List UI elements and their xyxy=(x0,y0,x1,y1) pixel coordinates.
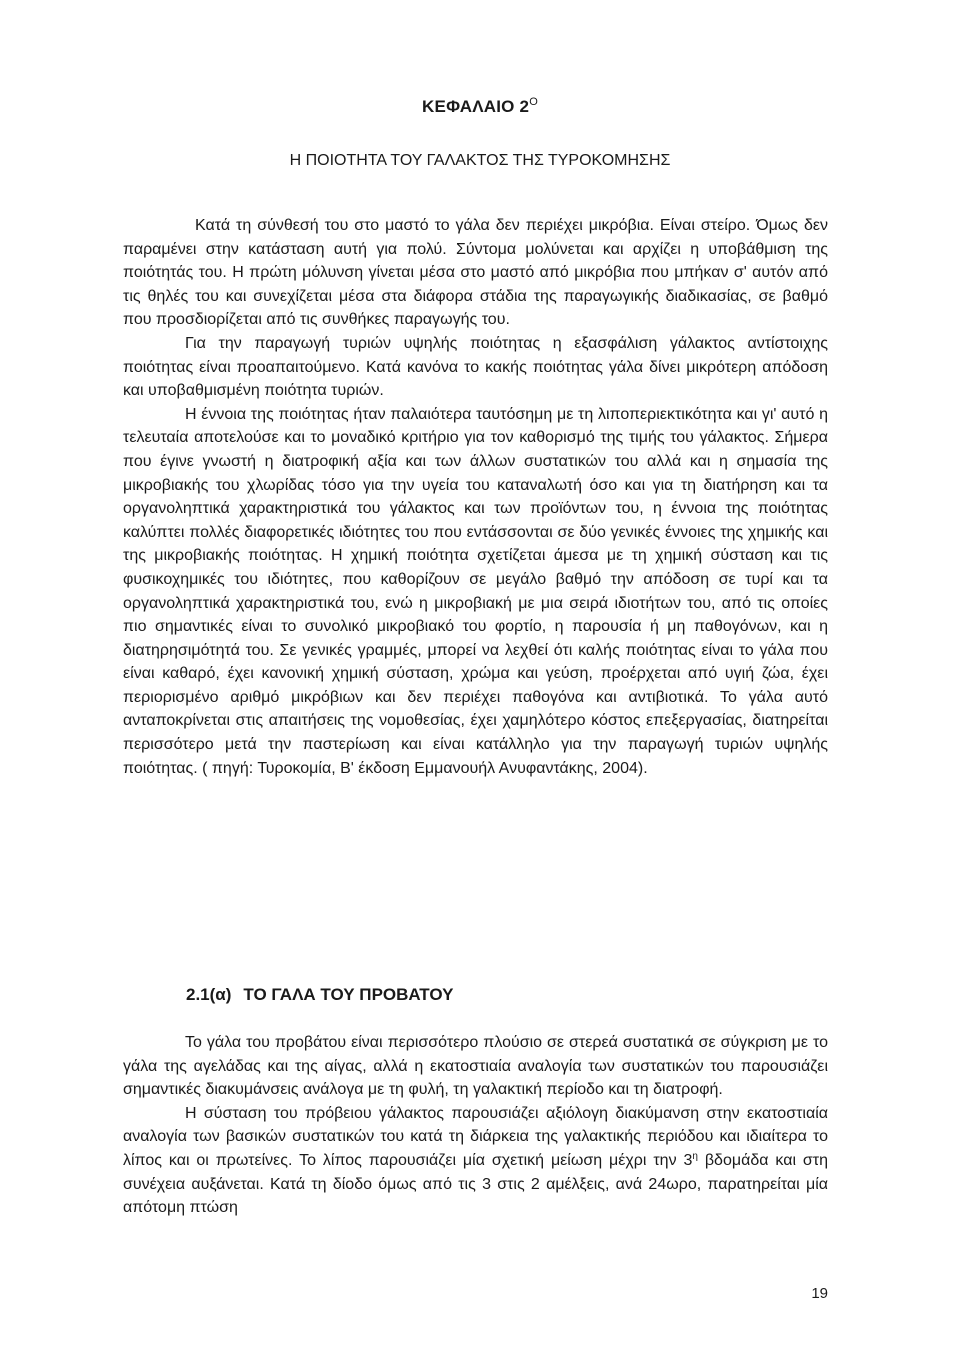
ordinal-superscript: η xyxy=(692,1150,698,1162)
intro-paragraph-2: Για την παραγωγή τυριών υψηλής ποιότητας η εξασφάλιση γάλακτος αντίστοιχης ποιότητας είναι προαπαιτούμενο. Κατά κανόνα το κακής ποιότητας γάλα δίνει μικρότερη απόδοση και υποβαθμισμένη ποιότητα τυριών. xyxy=(123,334,828,400)
section-heading xyxy=(186,985,453,1005)
intro-paragraph-3: Η έννοια της ποιότητας ήταν παλαιότερα ταυτόσημη με τη λιποπεριεκτικότητα και γι' αυτό η τελευταία αποτελούσε και το μοναδικό κριτήριο για τον καθορισμό της τιμής του γάλακτος. Σήμερα που έγινε γνωστή η διατροφική αξία και των άλλων συστατικών του αλλά και η σημασία της μικροβιακής του χλωρίδας τόσο για την υγεία του καταναλωτή όσο και για τη διατήρηση και τα οργανοληπτικά χαρακτηριστικά του γάλακτος και των προϊόντων του, η έννοια της ποιότητας καλύπτει πολλές διαφορετικές ιδιότητες του που εντάσσονται σε δύο γενικές έννοιες της χημικής και της μικροβιακής ποιότητας. Η χημική ποιότητα σχετίζεται άμεσα με τη χημική σύσταση και τις φυσικοχημικές του ιδιότητες, που καθορίζουν σε μεγάλο βαθμό την απόδοση σε τυρί και τα οργανοληπτικά χαρακτηριστικά του, ενώ η μικροβιακή με μια σειρά ιδιοτήτων του, από τις οποίες πιο σημαντικές είναι το συνολικό μικροβιακό του φορτίο, η παρουσία ή μη παθογόνων, και η διατηρησιμότητά του. Σε γενικές γραμμές, μπορεί να λεχθεί ότι καλής ποιότητας είναι το γάλα που είναι καθαρό, έχει κανονική χημική σύσταση, χρώμα και γεύση, προέρχεται από υγιή ζώα, έχει περιορισμένο αριθμό μικρόβιων και δεν περιέχει παθογόνα και αντιβιοτικά. Το γάλα αυτό ανταποκρίνεται στις απαιτήσεις της νομοθεσίας, έχει χαμηλότερο κόστος επεξεργασίας, διατηρείται περισσότερο μετά την παστερίωση και είναι κατάλληλο για την παραγωγή τυριών υψηλής ποιότητας. ( πηγή: Τυροκομία, Β' έκδοση Εμμανουήλ Ανυφαντάκης, 2004). xyxy=(123,405,828,777)
chapter-label-superscript: Ο xyxy=(529,96,538,108)
section-paragraph-2 xyxy=(123,1102,828,1220)
section-text xyxy=(123,1031,828,1220)
chapter-title: Η ΠΟΙΟΤΗΤΑ ΤΟΥ ΓΑΛΑΚΤΟΣ ΤΗΣ ΤΥΡΟΚΟΜΗΣΗΣ xyxy=(289,152,671,169)
section-paragraph-2-start: Η σύσταση του πρόβειου γάλακτος παρουσιάζει αξιόλογη διακύμανση στην εκατοστιαία αναλογία των βασικών συστατικών του κατά τη διάρκεια της γαλακτικής περιόδου και ιδιαίτερα το λίπος και οι πρωτείνες. Το λίπος παρουσιάζει μία σχετική μείωση μέχρι την 3 xyxy=(123,1104,828,1169)
section-paragraph-1: Το γάλα του προβάτου είναι περισσότερο πλούσιο σε στερεά συστατικά σε σύγκριση με το γάλα της αγελάδας και της αίγας, αλλά η εκατοστιαία αναλογία των συστατικών του παρουσιάζει σημαντικές διακυμάνσεις ανάλογα με τη φυλή, τη γαλακτική περίοδο και τη διατροφή. xyxy=(123,1034,828,1099)
intro-paragraph-1: Κατά τη σύνθεσή του στο μαστό το γάλα δεν περιέχει μικρόβια. Είναι στείρο. Όμως δεν παραμένει στην κατάσταση αυτή για πολύ. Σύντομα μολύνεται και αρχίζει η υποβάθμιση της ποιότητάς του. Η πρώτη μόλυνση γίνεται μέσα στο μαστό από μικρόβια που μπήκαν σ' αυτόν από τις θηλές του και συνεχίζεται μέσα στα διάφορα στάδια της παραγωγικής διαδικασίας, σε βαθμό που προσδιορίζεται από τις συνθήκες παραγωγής του. xyxy=(123,217,828,329)
chapter-label: ΚΕΦΑΛΑΙΟ 2 xyxy=(422,97,530,116)
intro-text xyxy=(123,214,828,780)
section-paragraph-2-end: βδομάδα και στη συνέχεια αυξάνεται. Κατά τη δίοδο όμως από τις 3 στις 2 αμέλξεις, ανά 24ωρο, παρατηρείται μία απότομη πτώση xyxy=(123,1151,828,1217)
section-title: ΤΟ ΓΑΛΑ ΤΟΥ ΠΡΟΒΑΤΟΥ xyxy=(243,985,454,1004)
chapter-heading xyxy=(0,96,960,117)
page-number: 19 xyxy=(811,1285,828,1302)
section-number: 2.1(α) xyxy=(186,985,232,1004)
